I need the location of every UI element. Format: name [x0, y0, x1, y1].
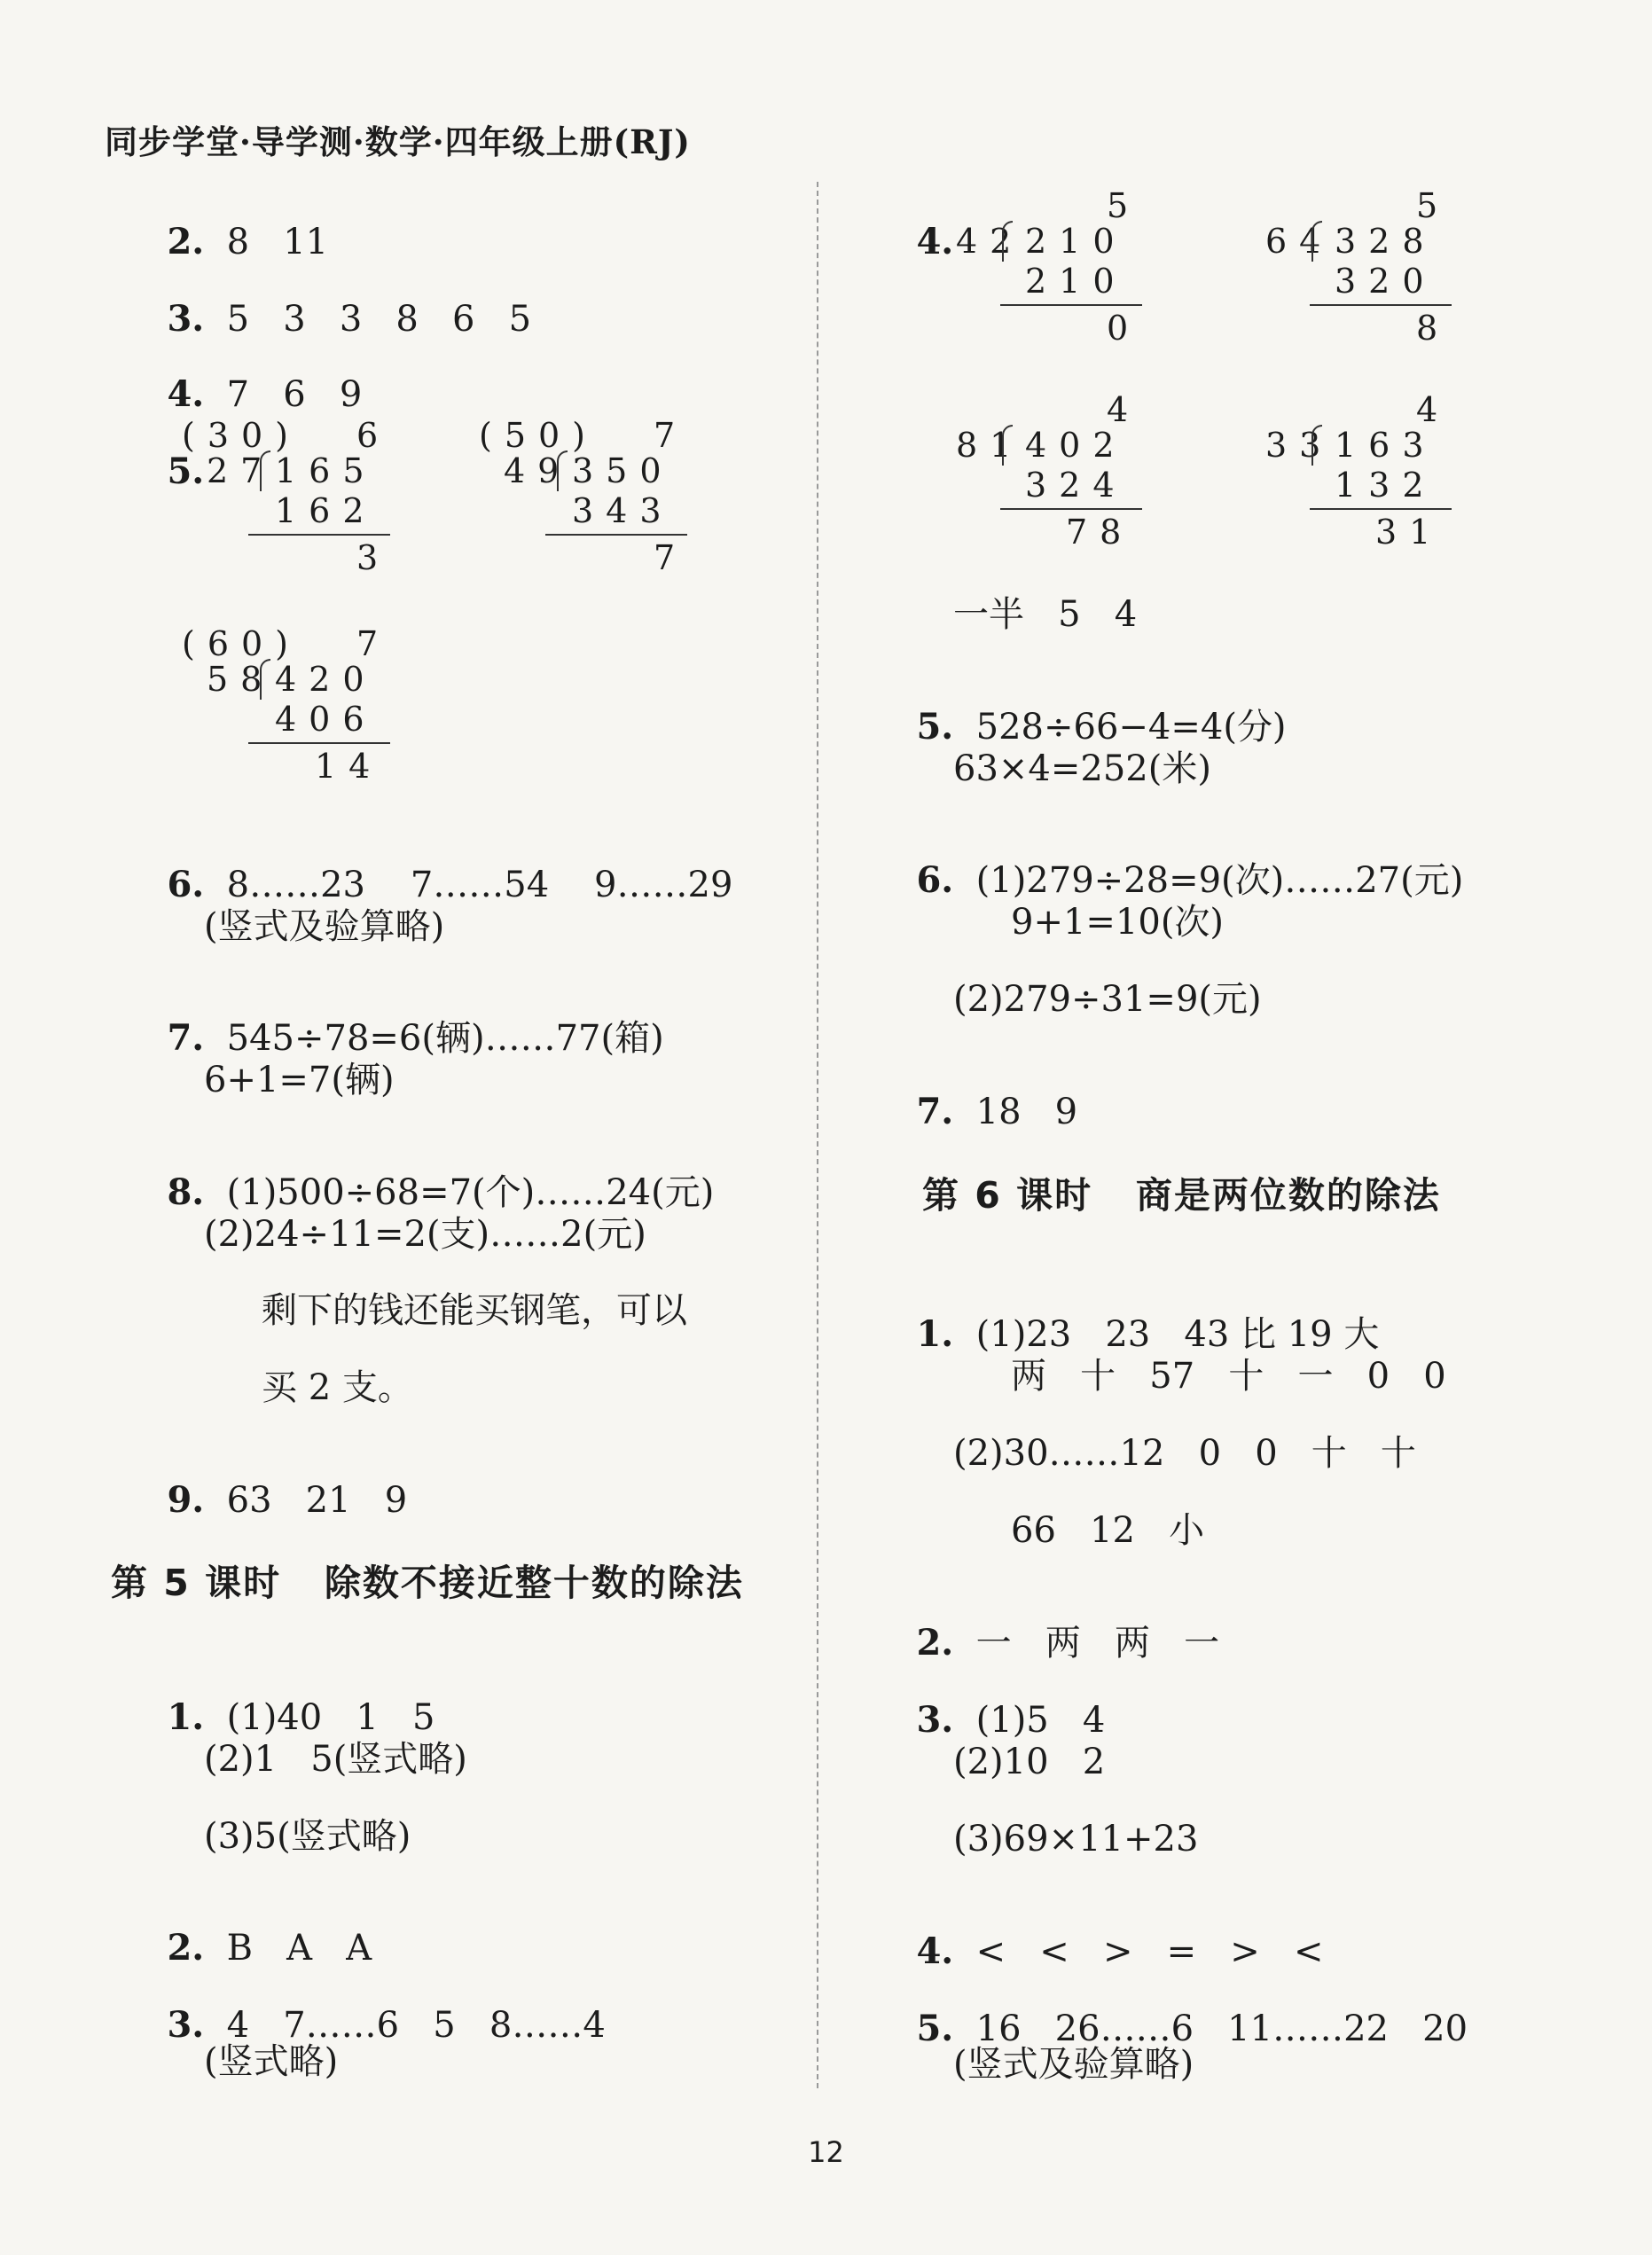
right-question-5: [894, 674, 1287, 748]
question-number: 4.: [916, 1930, 954, 1972]
question-7-line-2: 6+1=7(辆): [204, 1060, 395, 1100]
answer-text: 545÷78=6(辆)……77(箱): [226, 1018, 664, 1059]
section-heading-6: 第 6 课时 商是两位数的除法: [922, 1174, 1441, 1217]
answer-text: 7 6 9: [226, 374, 363, 415]
subtraction-line: [1000, 508, 1142, 510]
page-number: 12: [808, 2135, 844, 2169]
question-number: 9.: [167, 1479, 205, 1521]
divisor: 42: [956, 222, 1024, 261]
section6-question-3: [894, 1667, 1106, 1741]
remainder: 14: [315, 747, 383, 786]
right-question-6-line-3: (2)279÷31=9(元): [953, 979, 1262, 1020]
dividend: 328: [1335, 222, 1437, 261]
answer-text: (1)40 1 5: [226, 1697, 435, 1738]
division-bracket: [1311, 221, 1322, 262]
quotient: 5: [1107, 186, 1141, 225]
answer-text: B A A: [226, 1928, 372, 1969]
estimate: (60): [182, 624, 301, 663]
subtraction-line: [248, 742, 390, 744]
quotient: 6: [356, 416, 391, 455]
question-number: 2.: [916, 1622, 954, 1664]
division-bracket: [557, 450, 568, 491]
question-number: 3.: [167, 298, 205, 340]
question-number: 1.: [916, 1313, 954, 1355]
product: 162: [275, 491, 377, 530]
question-number: 7.: [916, 1091, 954, 1132]
remainder: 0: [1107, 309, 1141, 348]
answer-text: 528÷66−4=4(分): [975, 707, 1287, 748]
answer-text: 一 两 两 一: [975, 1623, 1220, 1664]
question-number: 2.: [167, 221, 205, 262]
question-8-line-2: (2)24÷11=2(支)……2(元): [204, 1214, 646, 1255]
divisor: 64: [1265, 222, 1334, 261]
section5-question-3-note: (竖式略): [204, 2041, 339, 2082]
answer-text: 16 26……6 11……22 20: [975, 2008, 1468, 2049]
product: 132: [1335, 466, 1437, 505]
answer-text: 63 21 9: [226, 1480, 408, 1521]
remainder: 31: [1375, 513, 1444, 552]
product: 320: [1335, 262, 1437, 301]
section6-question-1-line-2: 两 十 57 十 一 0 0: [1011, 1356, 1446, 1397]
divisor: 33: [1265, 426, 1334, 465]
right-question-7: [894, 1059, 1077, 1130]
subtraction-line: [1310, 508, 1452, 510]
section5-question-1: [145, 1664, 435, 1738]
question-number: 6.: [916, 859, 954, 901]
answer-text: 4 7……6 5 8……4: [226, 2005, 606, 2046]
question-number: 4.: [916, 221, 954, 262]
quotient: 4: [1416, 390, 1451, 429]
question-number: 3.: [916, 1699, 954, 1741]
answer-text: (1)23 23 43 比 19 大: [975, 1314, 1380, 1355]
subtraction-line: [1000, 304, 1142, 306]
section6-question-4: [894, 1899, 1324, 1972]
section6-question-5: [894, 1976, 1468, 2047]
division-bracket: [1311, 425, 1322, 466]
answer-text: < < > = > <: [975, 1931, 1324, 1972]
answer-text: 5 3 3 8 6 5: [226, 299, 532, 340]
question-8: [145, 1139, 715, 1213]
dividend: 165: [275, 451, 377, 490]
section6-question-3-line-2: (2)10 2: [953, 1742, 1106, 1782]
question-2: [145, 189, 328, 260]
section-heading-5: 第 5 课时 除数不接近整十数的除法: [111, 1562, 744, 1604]
divisor: 81: [956, 426, 1024, 465]
product: 406: [275, 700, 377, 739]
remainder: 7: [654, 538, 688, 577]
question-number: 6.: [167, 864, 205, 905]
estimate: (30): [182, 416, 301, 455]
section5-question-1-line-2: (2)1 5(竖式略): [204, 1739, 467, 1780]
section6-question-2: [894, 1590, 1220, 1664]
question-6: [145, 832, 732, 903]
division-bracket: [260, 450, 270, 491]
remainder: 78: [1066, 513, 1134, 552]
question-7: [145, 985, 664, 1059]
subtraction-line: [1310, 304, 1452, 306]
question-number: 8.: [167, 1171, 205, 1213]
right-question-6-line-2: 9+1=10(次): [1011, 902, 1225, 943]
divisor: 49: [504, 451, 572, 490]
question-number: 4.: [167, 373, 205, 415]
section6-question-1-line-3: (2)30……12 0 0 十 十: [953, 1433, 1416, 1474]
right-question-4-number: [894, 189, 953, 260]
answer-text: 8 11: [226, 222, 329, 262]
question-number: 5.: [916, 2008, 954, 2049]
question-number: 2.: [167, 1927, 205, 1969]
dividend: 163: [1335, 426, 1437, 465]
right-question-5-line-2: 63×4=252(米): [953, 748, 1211, 789]
division-bracket: [260, 659, 270, 700]
divisor: 27: [207, 451, 275, 490]
question-number: 7.: [167, 1017, 205, 1059]
product: 210: [1025, 262, 1127, 301]
dividend: 350: [572, 451, 674, 490]
section6-question-5-note: (竖式及验算略): [953, 2044, 1194, 2085]
answer-text: (1)279÷28=9(次)……27(元): [975, 860, 1464, 901]
question-number: 3.: [167, 2004, 205, 2046]
product: 343: [572, 491, 674, 530]
question-number: 5.: [916, 706, 954, 748]
question-number: 1.: [167, 1696, 205, 1738]
column-divider: [817, 182, 818, 2088]
answer-text: (1)5 4: [975, 1700, 1106, 1741]
question-8-line-4: 买 2 支。: [262, 1367, 413, 1408]
estimate: (50): [479, 416, 599, 455]
product: 324: [1025, 466, 1127, 505]
section5-question-1-line-3: (3)5(竖式略): [204, 1816, 411, 1857]
dividend: 420: [275, 660, 377, 699]
section5-question-3: [145, 1972, 606, 2046]
remainder: 8: [1416, 309, 1451, 348]
question-6-note: (竖式及验算略): [204, 906, 445, 947]
right-question-4-tail: 一半 5 4: [953, 594, 1138, 635]
section6-question-3-line-3: (3)69×11+23: [953, 1819, 1199, 1860]
divisor: 58: [207, 660, 275, 699]
question-4: [145, 341, 363, 415]
section6-question-1: [894, 1281, 1380, 1355]
question-8-line-3: 剩下的钱还能买钢笔，可以: [262, 1290, 687, 1331]
section6-question-1-line-4: 66 12 小: [1011, 1510, 1205, 1551]
question-number: 5.: [167, 450, 205, 492]
question-9: [145, 1447, 408, 1521]
remainder: 3: [356, 538, 391, 577]
question-3: [145, 266, 532, 340]
quotient: 5: [1416, 186, 1451, 225]
page-header: 同步学堂·导学测·数学·四年级上册(RJ): [105, 122, 691, 161]
answer-text: (1)500÷68=7(个)……24(元): [226, 1172, 715, 1213]
subtraction-line: [248, 534, 390, 536]
dividend: 210: [1025, 222, 1127, 261]
quotient: 7: [356, 624, 391, 663]
division-bracket: [1002, 221, 1013, 262]
quotient: 4: [1107, 390, 1141, 429]
answer-text: 18 9: [975, 1092, 1078, 1132]
section5-question-2: [145, 1895, 372, 1969]
subtraction-line: [545, 534, 687, 536]
division-bracket: [1002, 425, 1013, 466]
answer-text: 8……23 7……54 9……29: [226, 865, 733, 905]
right-question-6: [894, 827, 1464, 901]
dividend: 402: [1025, 426, 1127, 465]
quotient: 7: [654, 416, 688, 455]
